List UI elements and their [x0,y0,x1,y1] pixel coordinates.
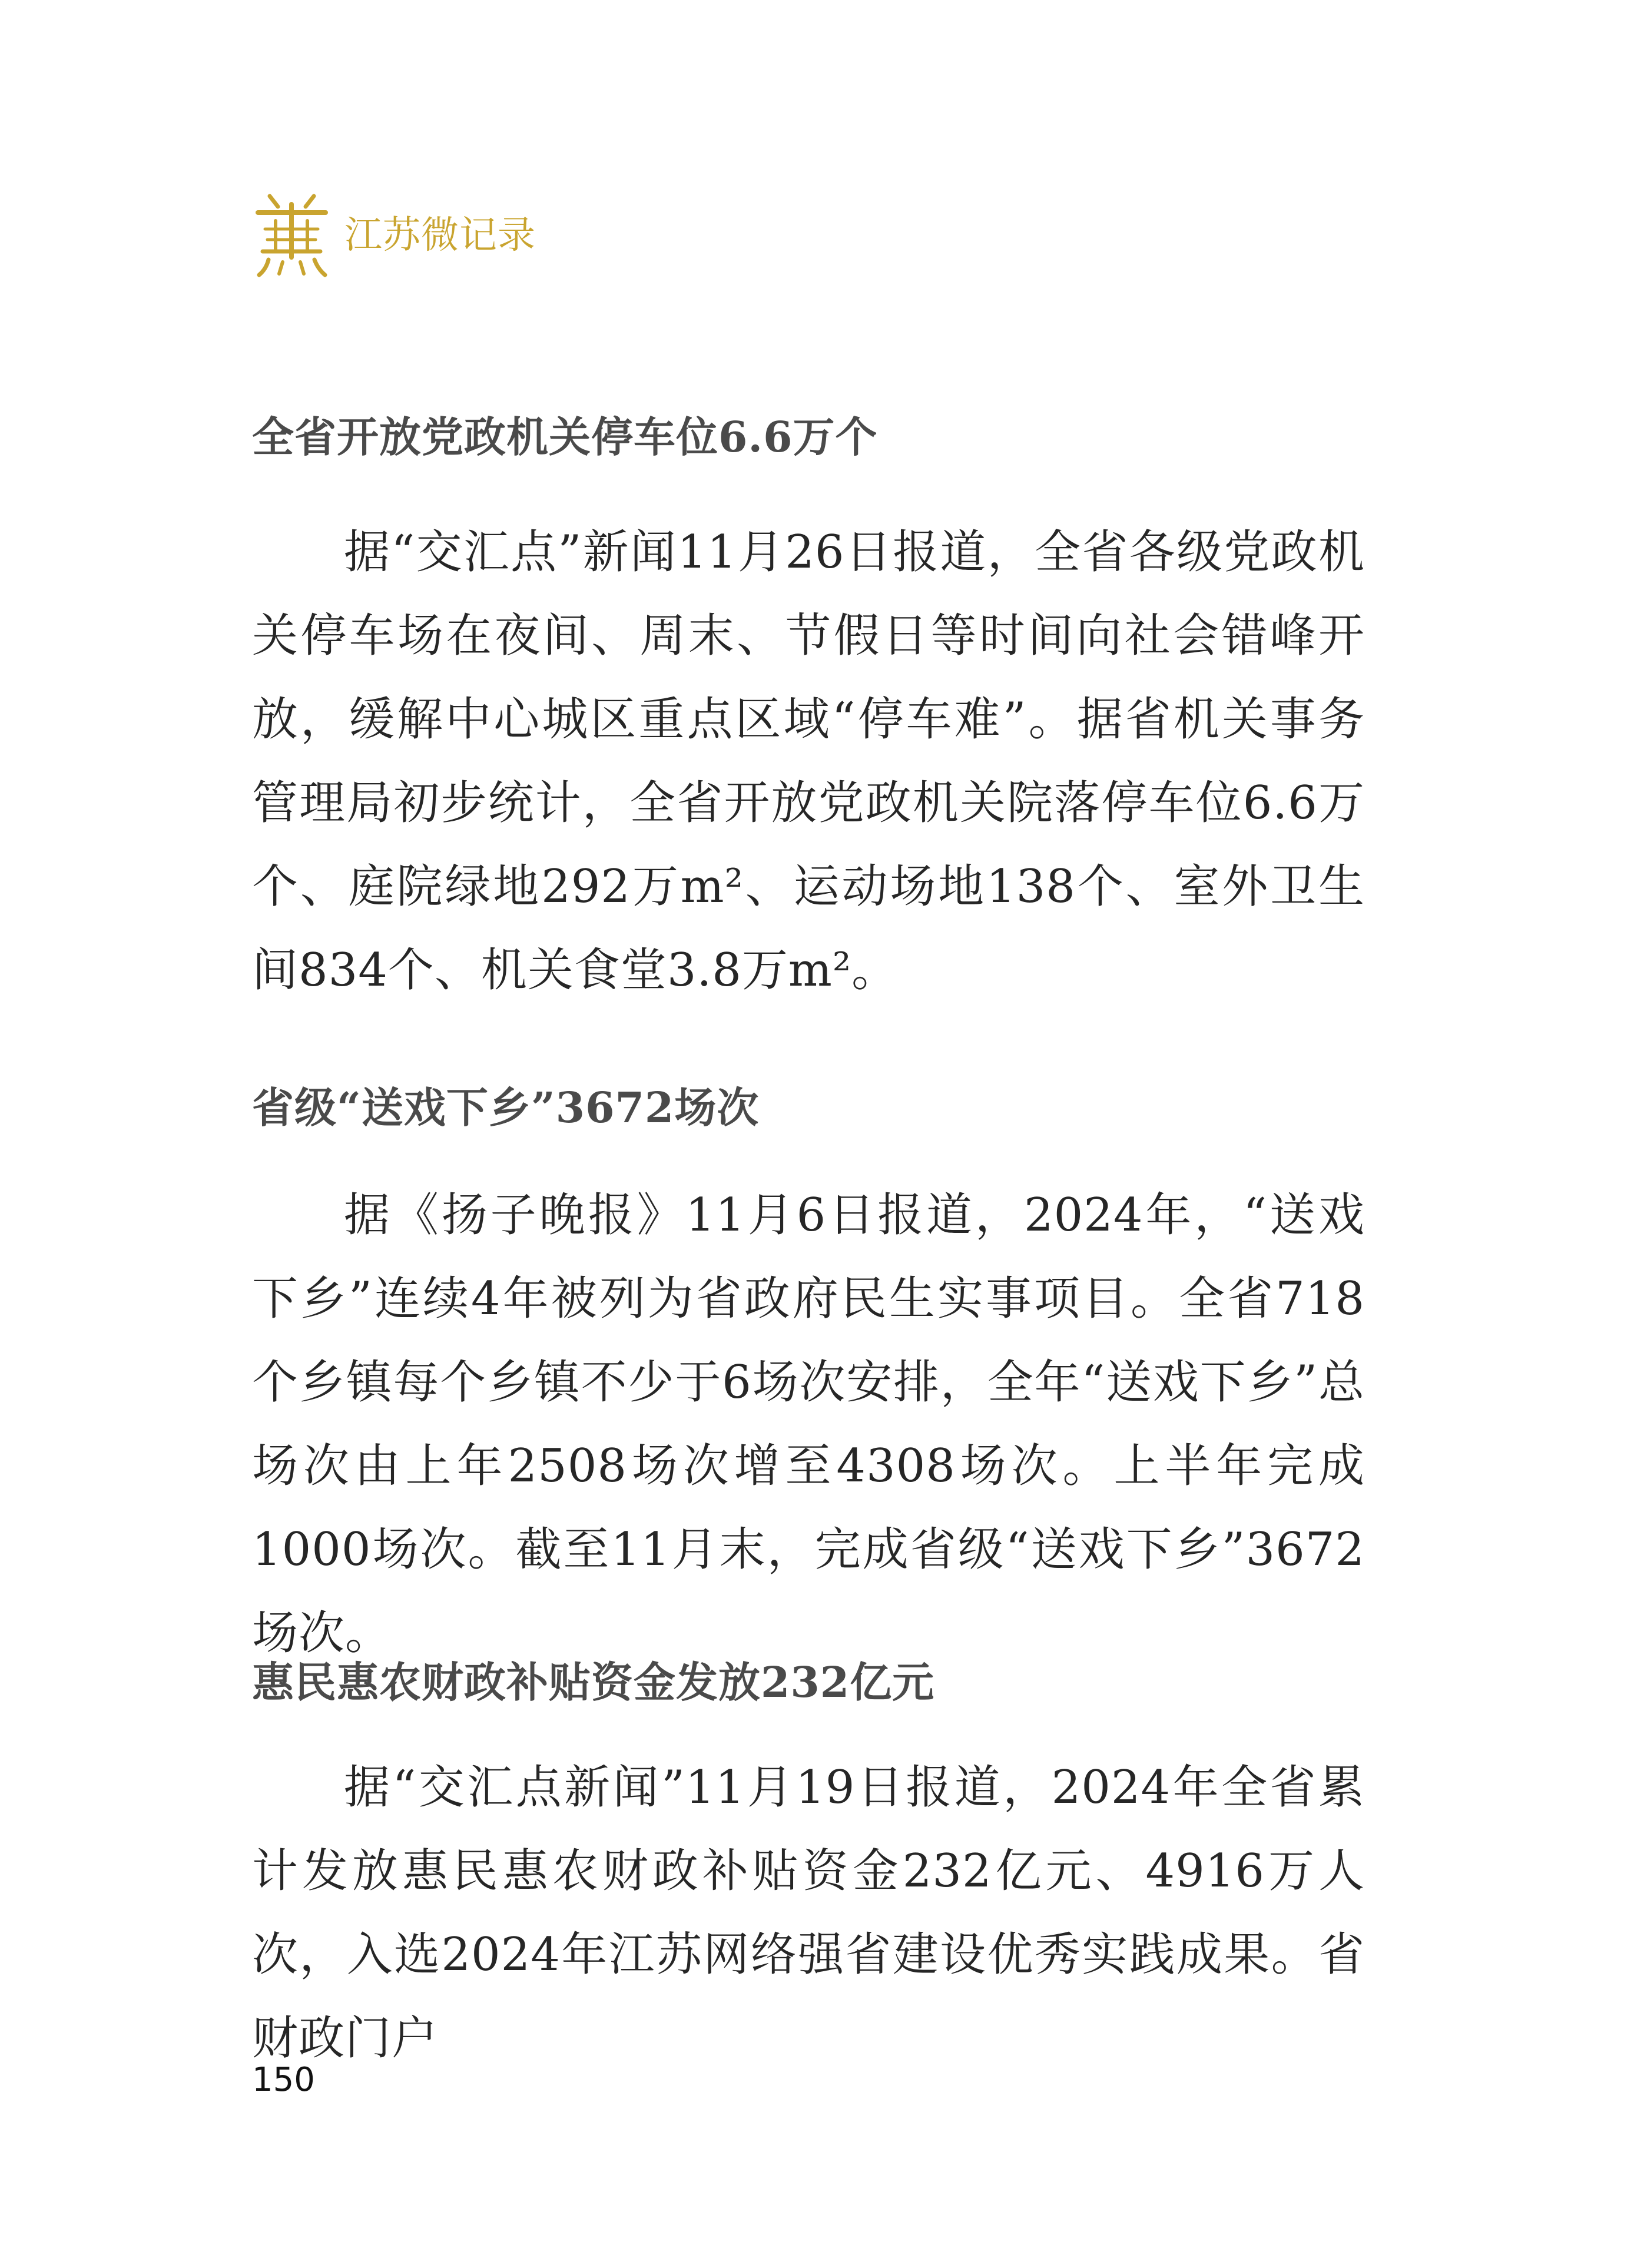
brand-logo-icon [252,191,332,280]
section-body-subsidy: 据“交汇点新闻”11月19日报道，2024年全省累计发放惠民惠农财政补贴资金232亿元、4916万人次，入选2024年江苏网络强省建设优秀实践成果。省财政门户 [252,1761,1365,2065]
header [252,191,536,280]
section-title-opera: 省级“送戏下乡”3672场次 [252,1083,760,1132]
section-title-subsidy: 惠民惠农财政补贴资金发放232亿元 [252,1657,935,1707]
section-title-parking: 全省开放党政机关停车位6.6万个 [252,412,878,462]
section-body-parking: 据“交汇点”新闻11月26日报道，全省各级党政机关停车场在夜间、周末、节假日等时间向社会错峰开放，缓解中心城区重点区域“停车难”。据省机关事务管理局初步统计，全省开放党政机关院落停车位6.6万个、庭院绿地292万m²、运动场地138个、室外卫生间834个、机关食堂3.8万m²。 [252,526,1365,997]
brand-name: 江苏微记录 [344,214,536,257]
section-body-opera: 据《扬子晚报》11月6日报道，2024年，“送戏下乡”连续4年被列为省政府民生实事项目。全省718个乡镇每个乡镇不少于6场次安排，全年“送戏下乡”总场次由上年2508场次增至4308场次。上半年完成1000场次。截至11月末，完成省级“送戏下乡”3672场次。 [252,1189,1365,1660]
page-number: 150 [252,2061,315,2099]
